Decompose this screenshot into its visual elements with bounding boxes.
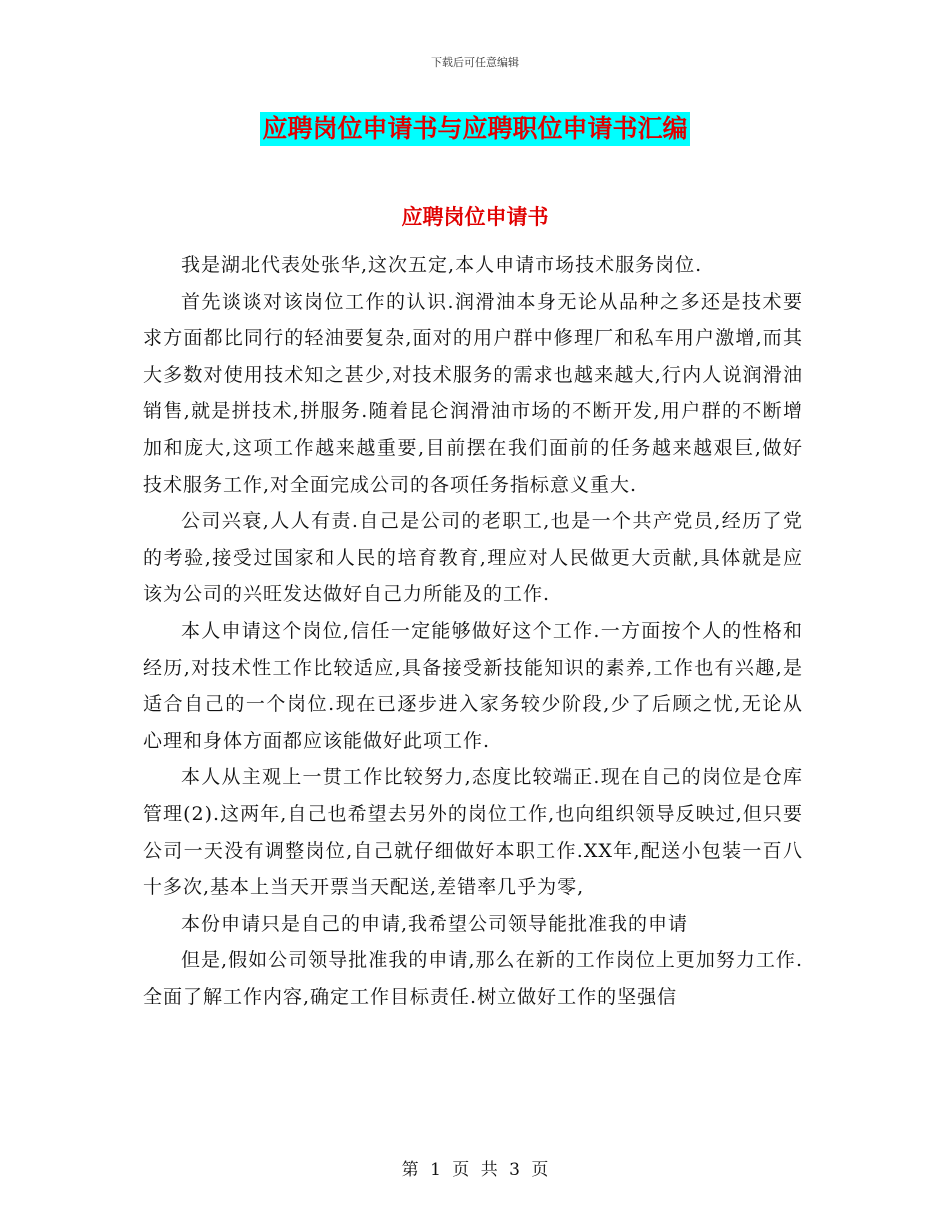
document-body — [143, 247, 803, 1015]
paragraph-1: 我是湖北代表处张华,这次五定,本人申请市场技术服务岗位. — [181, 254, 703, 276]
document-title: 应聘岗位申请书与应聘职位申请书汇编 — [260, 112, 689, 146]
page-footer: 第 1 页 共 3 页 — [401, 1160, 549, 1180]
paragraph-6: 本份申请只是自己的申请,我希望公司领导能批准我的申请 — [181, 912, 689, 935]
paragraph-4: 本人申请这个岗位,信任一定能够做好这个工作.一方面按个人的性格和经历,对技术性工作比较适应,具备接受新技能知识的素养,工作也有兴趣,是适合自己的一个岗位.现在已逐步进入家务较少阶段,少了后顾之忧,无论从心理和身体方面都应该能做好此项工作. — [143, 619, 803, 752]
section-title: 应聘岗位申请书 — [401, 205, 549, 229]
header-note: 下载后可任意编辑 — [431, 56, 519, 69]
document-title-container — [0, 112, 950, 146]
paragraph-5: 本人从主观上一贯工作比较努力,态度比较端正.现在自己的岗位是仓库管理(2).这两年,自己也希望去另外的岗位工作,也向组织领导反映过,但只要公司一天没有调整岗位,自己就仔细做好本职工作.XX年,配送小包装一百八十多次,基本上当天开票当天配送,差错率几乎为零, — [143, 766, 803, 899]
paragraph-3: 公司兴衰,人人有责.自己是公司的老职工,也是一个共产党员,经历了党的考验,接受过国家和人民的培育教育,理应对人民做更大贡献,具体就是应该为公司的兴旺发达做好自己力所能及的工作. — [143, 510, 803, 606]
paragraph-7: 但是,假如公司领导批准我的申请,那么在新的工作岗位上更加努力工作.全面了解工作内容,确定工作目标责任.树立做好工作的坚强信 — [143, 949, 803, 1008]
paragraph-2: 首先谈谈对该岗位工作的认识.润滑油本身无论从品种之多还是技术要求方面都比同行的轻油要复杂,面对的用户群中修理厂和私车用户激增,而其大多数对使用技术知之甚少,对技术服务的需求也越来越大,行内人说润滑油销售,就是拼技术,拼服务.随着昆仑润滑油市场的不断开发,用户群的不断增加和庞大,这项工作越来越重要,目前摆在我们面前的任务越来越艰巨,做好技术服务工作,对全面完成公司的各项任务指标意义重大. — [143, 290, 803, 496]
